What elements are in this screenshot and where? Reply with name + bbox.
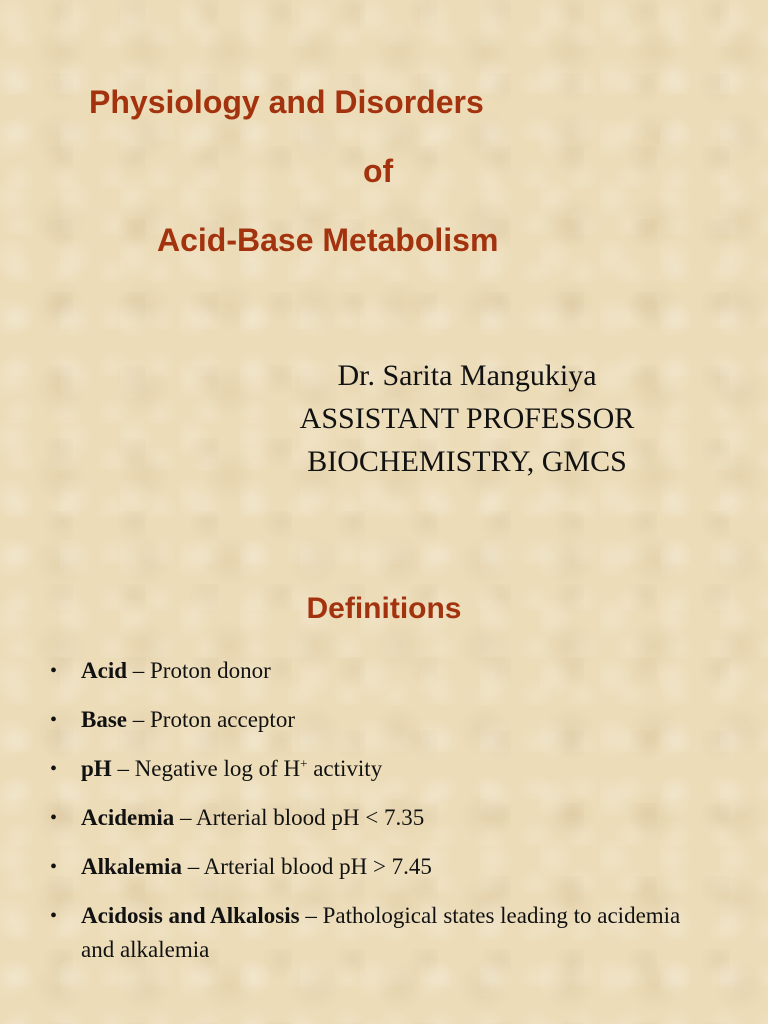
definition-text: – Proton donor (127, 658, 271, 683)
definition-term: Acidemia (81, 805, 175, 830)
list-item (0, 703, 768, 737)
definition-term: Acid (81, 658, 127, 683)
author-name: Dr. Sarita Mangukiya (337, 359, 597, 392)
definitions-list (0, 654, 768, 982)
definitions-slide (0, 512, 768, 1024)
definition-term: pH (81, 756, 112, 781)
list-item (0, 654, 768, 688)
author-department: BIOCHEMISTRY, GMCS (307, 445, 627, 478)
slide-title-line-3: Acid-Base Metabolism (157, 222, 499, 258)
list-item (0, 752, 768, 786)
bullet-icon: • (50, 709, 58, 731)
list-item (0, 899, 768, 967)
bullet-icon: • (50, 905, 58, 927)
definition-text: – Proton acceptor (127, 707, 295, 732)
definition-term: Alkalemia (81, 854, 182, 879)
author-position: ASSISTANT PROFESSOR (299, 402, 635, 435)
bullet-icon: • (50, 856, 58, 878)
list-item (0, 801, 768, 835)
bullet-icon: • (50, 807, 58, 829)
bullet-icon: • (50, 660, 58, 682)
definition-text: – Negative log of H (111, 756, 301, 781)
definitions-heading: Definitions (306, 592, 462, 625)
definition-text: – Pathological states leading to acidemia and alkalemia (81, 903, 681, 962)
superscript-plus: + (300, 755, 308, 771)
definition-text-after: activity (307, 756, 383, 781)
list-item (0, 850, 768, 884)
bullet-icon: • (50, 758, 58, 780)
definition-text: – Arterial blood pH < 7.35 (174, 805, 425, 830)
author-block (240, 354, 694, 483)
definition-term: Acidosis and Alkalosis (81, 903, 300, 928)
definition-text: – Arterial blood pH > 7.45 (181, 854, 432, 879)
slide-title-line-2: of (363, 153, 394, 189)
slide-title-line-1: Physiology and Disorders (89, 84, 484, 120)
definition-term: Base (81, 707, 127, 732)
